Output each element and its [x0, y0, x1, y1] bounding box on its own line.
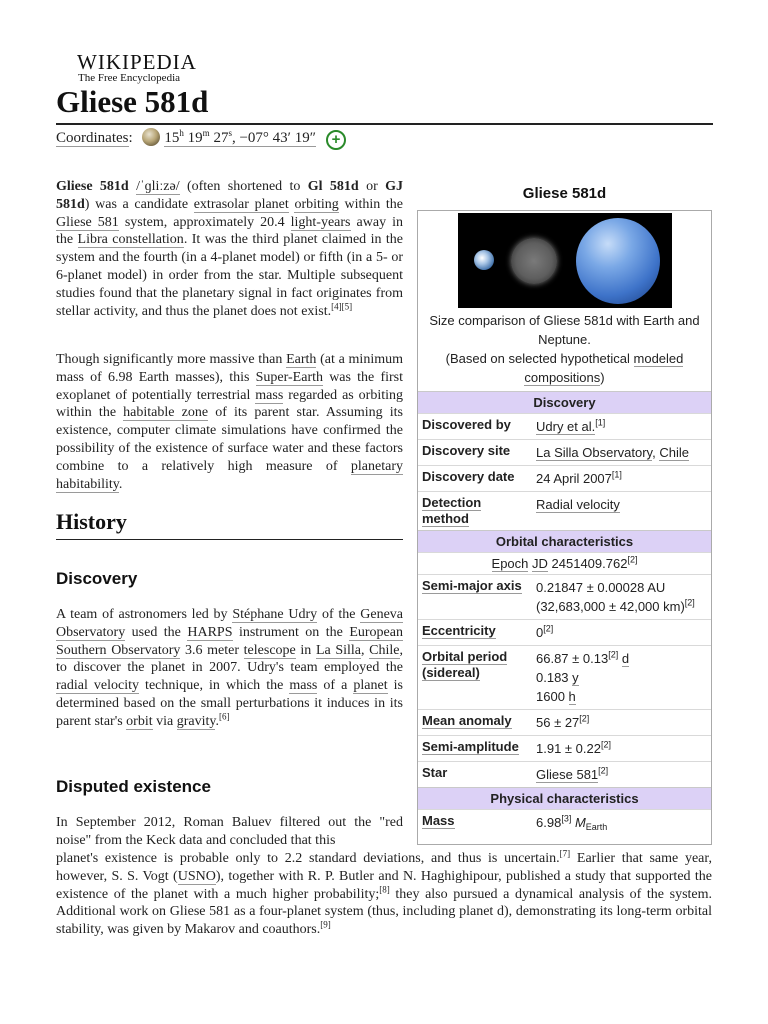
- row-mass: Mass 6.98[3] $M_{Earth}$: [418, 809, 711, 844]
- link-super-earth[interactable]: Super-Earth: [255, 369, 324, 385]
- link-epoch[interactable]: Epoch: [491, 556, 529, 571]
- disputed-paragraph-rest: planet's existence is probable only to 2.2 standard deviations, and thus is uncertain.[7] Earlier that same year, however, S. S. Vogt (USNO), together with R. P. Butler and N. Haghighipour, published a study that supported the existence of the planet with a much higher probability;[8] they also pursued a dynamical analysis of the system. Additional work on Gliese 581 as a four-planet system (thus, including planet d), demonstrating its long-term orbital stability, was given by Makarov and coauthors.[9]: [56, 848, 713, 938]
- link-earth[interactable]: Earth: [286, 352, 317, 367]
- section-physical: Physical characteristics: [418, 787, 711, 809]
- citation-2-star[interactable]: [2]: [598, 765, 609, 776]
- infobox: [417, 210, 712, 845]
- link-european-southern-observatory[interactable]: European Southern Observatory: [56, 624, 403, 658]
- label-detection-method: Detection method: [422, 495, 482, 526]
- intro-paragraph: Gliese 581d /ˈɡliːzə/ (often shortened to Gl 581d or GJ 581d) was a candidate extrasolar planet orbiting within the Gliese 581 system, approximately 20.4 light-years away in the Libra constellation. It was the third planet claimed in the system and the fourth (in a 4-planet model) or fifth (in a 5- or 6-planet model) in order from the star. Multiple subsequent studies found that the planetary signal in fact originates from stellar activity, and thus the planet does not exist.[4][5]: [56, 179, 404, 319]
- row-discovery-site: Discovery site La Silla Observatory, Chile: [418, 439, 711, 465]
- link-chile[interactable]: Chile: [369, 642, 400, 658]
- link-gliese-581[interactable]: Gliese 581: [56, 214, 119, 230]
- link-radial-velocity[interactable]: radial velocity: [56, 678, 140, 694]
- link-mass[interactable]: mass: [255, 387, 284, 403]
- link-gliese-581-infobox[interactable]: Gliese 581: [536, 767, 599, 782]
- label-semi-major-axis: Semi-major axis: [422, 578, 522, 593]
- link-stephane-udry[interactable]: Stéphane Udry: [232, 607, 318, 622]
- discovery-paragraph: A team of astronomers led by Stéphane Udry of the Geneva Observatory used the HARPS instrument on the European Southern Observatory 3.6 meter telescope in La Silla, Chile, to discover the planet in 2007. Udry's team employed the radial velocity technique, in which the mass of a planet is determined based on the small perturbations it induces in its parent star's orbit via gravity.[6]: [56, 607, 404, 729]
- row-detection-method: [418, 491, 711, 530]
- row-semi-amplitude: Semi-amplitude 1.91 ± 0.22[2]: [418, 735, 711, 761]
- plus-circle-icon[interactable]: +: [326, 130, 346, 150]
- link-light-years[interactable]: light-years: [290, 214, 351, 230]
- citation-3[interactable]: [3]: [561, 813, 572, 824]
- label-orbital-period: Orbital period (sidereal): [422, 649, 508, 680]
- citation-2-amp[interactable]: [2]: [600, 739, 611, 750]
- link-harps[interactable]: HARPS: [187, 624, 233, 640]
- label-eccentricity: Eccentricity: [422, 623, 496, 638]
- coordinates-value[interactable]: 15$^h$ 19$^m$ $27^s$, −07° 43′ 19″: [164, 128, 316, 146]
- size-comparison-image[interactable]: [458, 213, 672, 308]
- history-divider: [56, 539, 403, 540]
- link-chile-infobox[interactable]: Chile: [659, 445, 689, 460]
- disputed-paragraph-start: In September 2012, Roman Baluev filtered out the "red noise" from the Keck data and concluded that this: [56, 815, 403, 848]
- disputed-existence-heading: Disputed existence: [56, 777, 211, 796]
- citation-8[interactable]: [8]: [379, 883, 390, 894]
- habitability-paragraph: Though significantly more massive than Earth (at a minimum mass of 6.98 Earth masses), this Super-Earth was the first exoplanet of potentially terrestrial mass regarded as orbiting within the habitable zone of its parent star. Assuming its existence, computer climate simulations have confirmed the possibility of the existence of surface water and these factors combine to a relatively high measure of planetary habitability.: [56, 352, 403, 492]
- wikipedia-tagline: The Free Encyclopedia: [78, 72, 181, 84]
- link-day[interactable]: d: [621, 651, 630, 666]
- link-la-silla[interactable]: La Silla: [315, 642, 362, 658]
- section-discovery: Discovery: [418, 391, 711, 413]
- row-star: [418, 761, 711, 787]
- link-habitable-zone[interactable]: habitable zone: [123, 405, 209, 421]
- citation-7[interactable]: [7]: [559, 848, 571, 859]
- link-udry-et-al[interactable]: Udry et al.: [536, 419, 596, 434]
- row-eccentricity: Eccentricity 0[2]: [418, 619, 711, 645]
- earth-planet-image: [474, 250, 494, 270]
- link-libra-constellation[interactable]: Libra constellation: [77, 232, 184, 248]
- link-jd[interactable]: JD: [532, 556, 548, 571]
- label-discovered-by: Discovered by: [422, 417, 511, 432]
- citation-9[interactable]: [9]: [320, 919, 331, 930]
- link-extrasolar-planet[interactable]: extrasolar planet: [193, 196, 289, 212]
- citation-2-period[interactable]: [2]: [608, 649, 619, 660]
- link-orbit[interactable]: orbit: [126, 713, 153, 729]
- link-planetary-habitability[interactable]: planetary habitability: [56, 458, 403, 492]
- link-year[interactable]: y: [572, 670, 579, 685]
- history-heading: History: [56, 509, 127, 534]
- link-mass-2[interactable]: mass: [289, 678, 318, 694]
- citation-4[interactable]: [4]: [331, 300, 342, 311]
- coordinates-label[interactable]: Coordinates: [56, 130, 129, 146]
- link-usno[interactable]: USNO: [177, 868, 216, 884]
- infobox-title: Gliese 581d: [522, 185, 607, 202]
- row-epoch: Epoch JD 2451409.762[2]: [418, 552, 711, 574]
- citation-2-ecc[interactable]: [2]: [543, 623, 554, 634]
- coordinates: [56, 128, 346, 150]
- globe-icon[interactable]: [142, 128, 160, 146]
- link-modeled-compositions[interactable]: modeled compositions: [524, 351, 684, 385]
- link-la-silla-observatory[interactable]: La Silla Observatory: [536, 445, 653, 460]
- label-discovery-site: Discovery site: [422, 443, 511, 458]
- link-orbiting[interactable]: orbiting: [294, 196, 339, 212]
- gliese-581d-planet-image: [511, 238, 557, 284]
- label-mean-anomaly: Mean anomaly: [422, 713, 512, 728]
- row-semi-major-axis: Semi-major axis 0.21847 ± 0.00028 AU (32,683,000 ± 42,000 km)[2]: [418, 574, 711, 619]
- citation-2-epoch[interactable]: [2]: [627, 554, 638, 565]
- citation-6[interactable]: [6]: [218, 711, 230, 722]
- discovery-heading: Discovery: [56, 569, 138, 588]
- link-planet[interactable]: planet: [353, 678, 388, 694]
- section-orbital: Orbital characteristics: [418, 530, 711, 552]
- row-mean-anomaly: Mean anomaly 56 ± 27[2]: [418, 709, 711, 735]
- label-mass: Mass: [422, 813, 455, 828]
- row-discovered-by: [418, 413, 711, 439]
- link-telescope[interactable]: telescope: [243, 642, 296, 658]
- citation-5[interactable]: [5]: [341, 300, 353, 311]
- link-hour[interactable]: h: [568, 689, 576, 704]
- page-title: Gliese 581d: [56, 84, 209, 119]
- row-discovery-date: Discovery date 24 April 2007[1]: [418, 465, 711, 491]
- link-radial-velocity-infobox[interactable]: Radial velocity: [536, 497, 620, 512]
- citation-1[interactable]: [1]: [595, 417, 606, 428]
- title-divider: [56, 123, 713, 125]
- citation-1b[interactable]: [1]: [611, 469, 622, 480]
- neptune-planet-image: [576, 218, 660, 304]
- ipa-link[interactable]: /ˈɡliːzə/: [136, 179, 180, 194]
- label-discovery-date: Discovery date: [422, 469, 515, 484]
- citation-2-sma[interactable]: [2]: [684, 597, 695, 608]
- wikipedia-wordmark[interactable]: WIKIPEDIA: [77, 50, 197, 74]
- coordinates-colon: :: [128, 130, 133, 146]
- label-star: Star: [422, 765, 448, 780]
- row-orbital-period: Orbital period (sidereal) 66.87 ± 0.13[2] d 0.183 y 1600 h: [418, 645, 711, 709]
- label-semi-amplitude: Semi-amplitude: [422, 739, 519, 754]
- link-gravity[interactable]: gravity: [176, 713, 216, 729]
- citation-2-anom[interactable]: [2]: [579, 713, 590, 724]
- link-geneva-observatory[interactable]: Geneva Observatory: [56, 607, 404, 640]
- image-caption: Size comparison of Gliese 581d with Earth and Neptune. (Based on selected hypothetical modeled compositions): [429, 313, 700, 385]
